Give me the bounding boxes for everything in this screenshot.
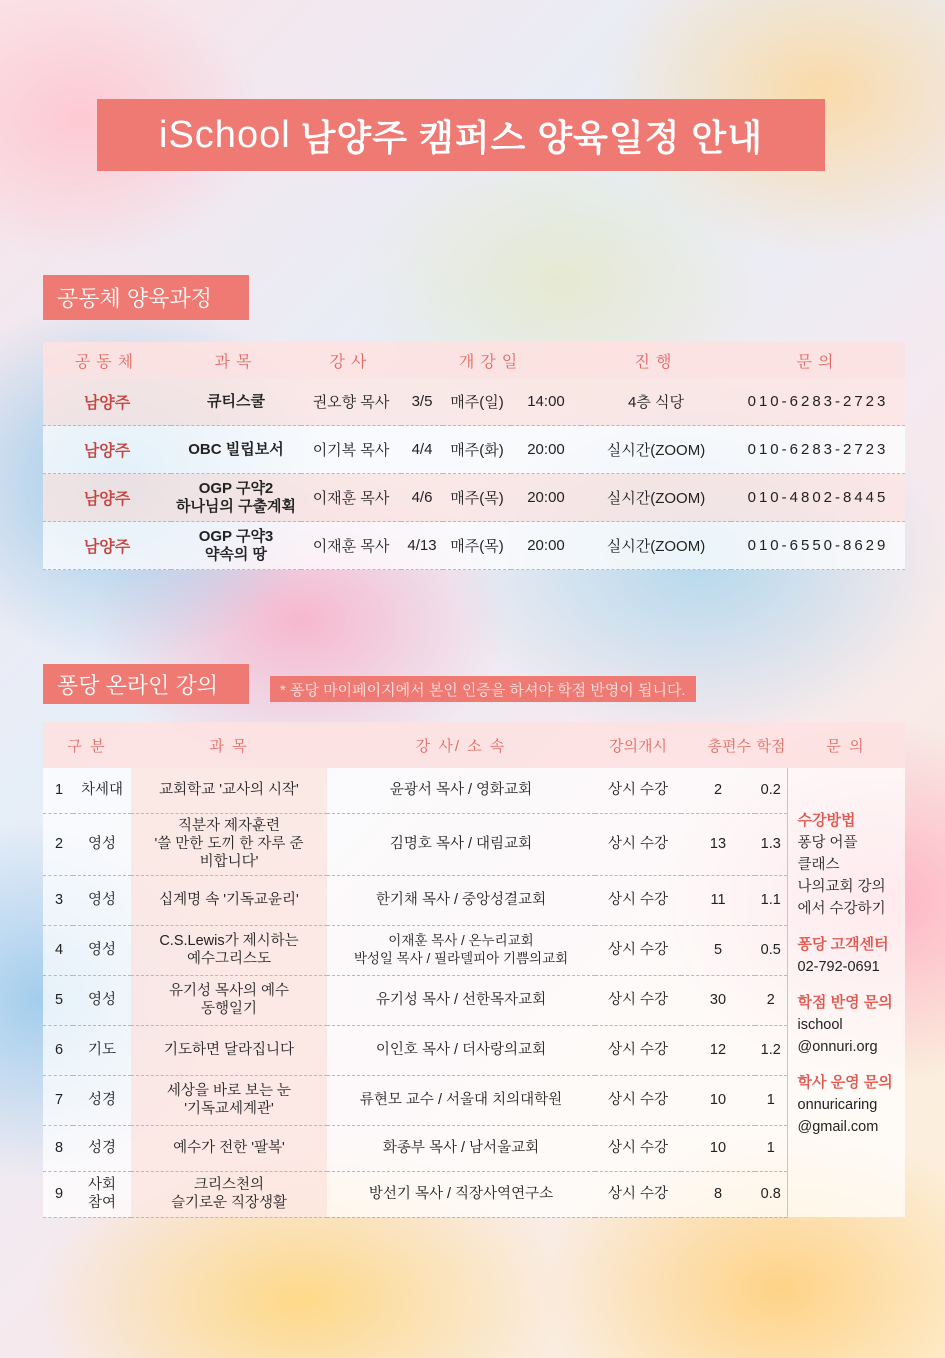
- instructor-cell: 이인호 목사 / 더사랑의교회: [327, 1025, 595, 1075]
- credit-cell: 0.5: [755, 925, 787, 975]
- course-cell: 예수가 전한 '팔복': [131, 1125, 327, 1171]
- contact-info: [787, 768, 905, 1217]
- table-row: [43, 1075, 905, 1125]
- episodes-cell: 5: [681, 925, 755, 975]
- category-cell: 사회 참여: [73, 1171, 131, 1217]
- section-tag-online: 퐁당 온라인 강의: [43, 664, 249, 704]
- course-cell: 직분자 제자훈련 '쓸 만한 도끼 한 자루 준 비합니다': [131, 813, 327, 875]
- instructor-cell: 유기성 목사 / 선한목자교회: [327, 975, 595, 1025]
- instructor-cell: 윤광서 목사 / 영화교회: [327, 768, 595, 813]
- method-title: 수강방법: [797, 812, 856, 829]
- region-cell: 남양주: [43, 426, 171, 474]
- episodes-cell: 8: [681, 1171, 755, 1217]
- row-number: 5: [43, 975, 73, 1025]
- notice-banner: * 퐁당 마이페이지에서 본인 인증을 하셔야 학점 반영이 됩니다.: [270, 676, 696, 702]
- instructor-cell: 방선기 목사 / 직장사역연구소: [327, 1171, 595, 1217]
- region-cell: 남양주: [43, 378, 171, 426]
- table-row: [43, 975, 905, 1025]
- category-cell: 영성: [73, 875, 131, 925]
- mode-cell: 실시간(ZOOM): [581, 522, 731, 570]
- start-cell: 상시 수강: [595, 768, 681, 813]
- row-number: 7: [43, 1075, 73, 1125]
- day-cell: 매주(목): [443, 474, 511, 522]
- row-number: 8: [43, 1125, 73, 1171]
- table-row: [43, 378, 905, 426]
- day-cell: 매주(목): [443, 522, 511, 570]
- credit-cell: 1.3: [755, 813, 787, 875]
- category-cell: 영성: [73, 813, 131, 875]
- row-number: 9: [43, 1171, 73, 1217]
- instructor-cell: 이기복 목사: [301, 426, 401, 474]
- table-row: [43, 1025, 905, 1075]
- course-cell: 큐티스쿨: [171, 378, 301, 426]
- episodes-cell: 11: [681, 875, 755, 925]
- table-row: [43, 1125, 905, 1171]
- col-header: 총편수: [681, 722, 755, 768]
- online-course-table: [43, 722, 905, 1218]
- instructor-cell: 이재훈 목사: [301, 522, 401, 570]
- episodes-cell: 30: [681, 975, 755, 1025]
- date-cell: 3/5: [401, 378, 443, 426]
- phone-cell: 010-4802-8445: [731, 474, 905, 522]
- time-cell: 20:00: [511, 522, 581, 570]
- col-header: 강사: [301, 342, 401, 378]
- start-cell: 상시 수강: [595, 925, 681, 975]
- category-cell: 영성: [73, 975, 131, 1025]
- col-header: 진행: [581, 342, 731, 378]
- instructor-cell: 이재훈 목사 / 온누리교회 박성일 목사 / 필라델피아 기쁨의교회: [327, 925, 595, 975]
- credit-title: 학점 반영 문의: [797, 994, 893, 1011]
- table-row: [43, 474, 905, 522]
- row-number: 3: [43, 875, 73, 925]
- instructor-cell: 한기채 목사 / 중앙성결교회: [327, 875, 595, 925]
- credit-email: ischool @onnuri.org: [797, 1017, 878, 1055]
- instructor-cell: 이재훈 목사: [301, 474, 401, 522]
- course-cell: OGP 구약3 약속의 땅: [171, 522, 301, 570]
- course-cell: 세상을 바로 보는 눈 '기독교세계관': [131, 1075, 327, 1125]
- col-header: 구 분: [43, 722, 131, 768]
- row-number: 4: [43, 925, 73, 975]
- category-cell: 차세대: [73, 768, 131, 813]
- col-header: 강의개시: [595, 722, 681, 768]
- category-cell: 성경: [73, 1125, 131, 1171]
- phone-cell: 010-6283-2723: [731, 426, 905, 474]
- col-header: 학점: [755, 722, 787, 768]
- category-cell: 영성: [73, 925, 131, 975]
- category-cell: 성경: [73, 1075, 131, 1125]
- mode-cell: 실시간(ZOOM): [581, 426, 731, 474]
- instructor-cell: 화종부 목사 / 남서울교회: [327, 1125, 595, 1171]
- start-cell: 상시 수강: [595, 1025, 681, 1075]
- title-banner: [97, 99, 825, 171]
- day-cell: 매주(일): [443, 378, 511, 426]
- course-cell: 크리스천의 슬기로운 직장생활: [131, 1171, 327, 1217]
- mode-cell: 4층 식당: [581, 378, 731, 426]
- page-title: 남양주 캠퍼스 양육일정 안내: [300, 116, 763, 158]
- table-header: [43, 342, 905, 378]
- region-cell: 남양주: [43, 522, 171, 570]
- table-row: [43, 768, 905, 813]
- course-cell: OGP 구약2 하나님의 구출계획: [171, 474, 301, 522]
- course-cell: 교회학교 '교사의 시작': [131, 768, 327, 813]
- credit-cell: 1.2: [755, 1025, 787, 1075]
- center-title: 퐁당 고객센터: [797, 936, 889, 953]
- start-cell: 상시 수강: [595, 813, 681, 875]
- start-cell: 상시 수강: [595, 1075, 681, 1125]
- section-tag-community: 공동체 양육과정: [43, 275, 249, 320]
- row-number: 1: [43, 768, 73, 813]
- episodes-cell: 12: [681, 1025, 755, 1075]
- instructor-cell: 김명호 목사 / 대림교회: [327, 813, 595, 875]
- category-cell: 기도: [73, 1025, 131, 1075]
- start-cell: 상시 수강: [595, 875, 681, 925]
- credit-cell: 2: [755, 975, 787, 1025]
- col-header: 개강일: [401, 342, 581, 378]
- episodes-cell: 13: [681, 813, 755, 875]
- instructor-cell: 류현모 교수 / 서울대 치의대학원: [327, 1075, 595, 1125]
- start-cell: 상시 수강: [595, 1171, 681, 1217]
- episodes-cell: 2: [681, 768, 755, 813]
- start-cell: 상시 수강: [595, 1125, 681, 1171]
- table-row: [43, 813, 905, 875]
- course-cell: OBC 빌립보서: [171, 426, 301, 474]
- episodes-cell: 10: [681, 1125, 755, 1171]
- course-cell: C.S.Lewis가 제시하는 예수그리스도: [131, 925, 327, 975]
- date-cell: 4/4: [401, 426, 443, 474]
- table-row: [43, 1171, 905, 1217]
- col-header: 공동체: [43, 342, 171, 378]
- col-header: 과 목: [131, 722, 327, 768]
- credit-cell: 1: [755, 1075, 787, 1125]
- admin-email: onnuricaring @gmail.com: [797, 1097, 879, 1135]
- credit-cell: 1.1: [755, 875, 787, 925]
- col-header: 과목: [171, 342, 301, 378]
- col-header: 문 의: [787, 722, 905, 768]
- table-row: [43, 875, 905, 925]
- method-text: 퐁당 어플 클래스 나의교회 강의 에서 수강하기: [797, 835, 886, 917]
- region-cell: 남양주: [43, 474, 171, 522]
- course-cell: 유기성 목사의 예수 동행일기: [131, 975, 327, 1025]
- credit-cell: 0.2: [755, 768, 787, 813]
- episodes-cell: 10: [681, 1075, 755, 1125]
- table-row: [43, 426, 905, 474]
- table-row: [43, 925, 905, 975]
- course-cell: 기도하면 달라집니다: [131, 1025, 327, 1075]
- admin-title: 학사 운영 문의: [797, 1074, 893, 1091]
- brand-logo: iSchool: [159, 113, 291, 156]
- credit-cell: 0.8: [755, 1171, 787, 1217]
- phone-cell: 010-6550-8629: [731, 522, 905, 570]
- date-cell: 4/6: [401, 474, 443, 522]
- row-number: 6: [43, 1025, 73, 1075]
- col-header: 강 사/ 소 속: [327, 722, 595, 768]
- time-cell: 20:00: [511, 426, 581, 474]
- community-course-table: [43, 342, 905, 570]
- day-cell: 매주(화): [443, 426, 511, 474]
- credit-cell: 1: [755, 1125, 787, 1171]
- table-header: [43, 722, 905, 768]
- start-cell: 상시 수강: [595, 975, 681, 1025]
- table-row: [43, 522, 905, 570]
- phone-cell: 010-6283-2723: [731, 378, 905, 426]
- mode-cell: 실시간(ZOOM): [581, 474, 731, 522]
- col-header: 문의: [731, 342, 905, 378]
- time-cell: 20:00: [511, 474, 581, 522]
- center-phone: 02-792-0691: [797, 959, 880, 975]
- date-cell: 4/13: [401, 522, 443, 570]
- course-cell: 십계명 속 '기독교윤리': [131, 875, 327, 925]
- row-number: 2: [43, 813, 73, 875]
- instructor-cell: 권오향 목사: [301, 378, 401, 426]
- time-cell: 14:00: [511, 378, 581, 426]
